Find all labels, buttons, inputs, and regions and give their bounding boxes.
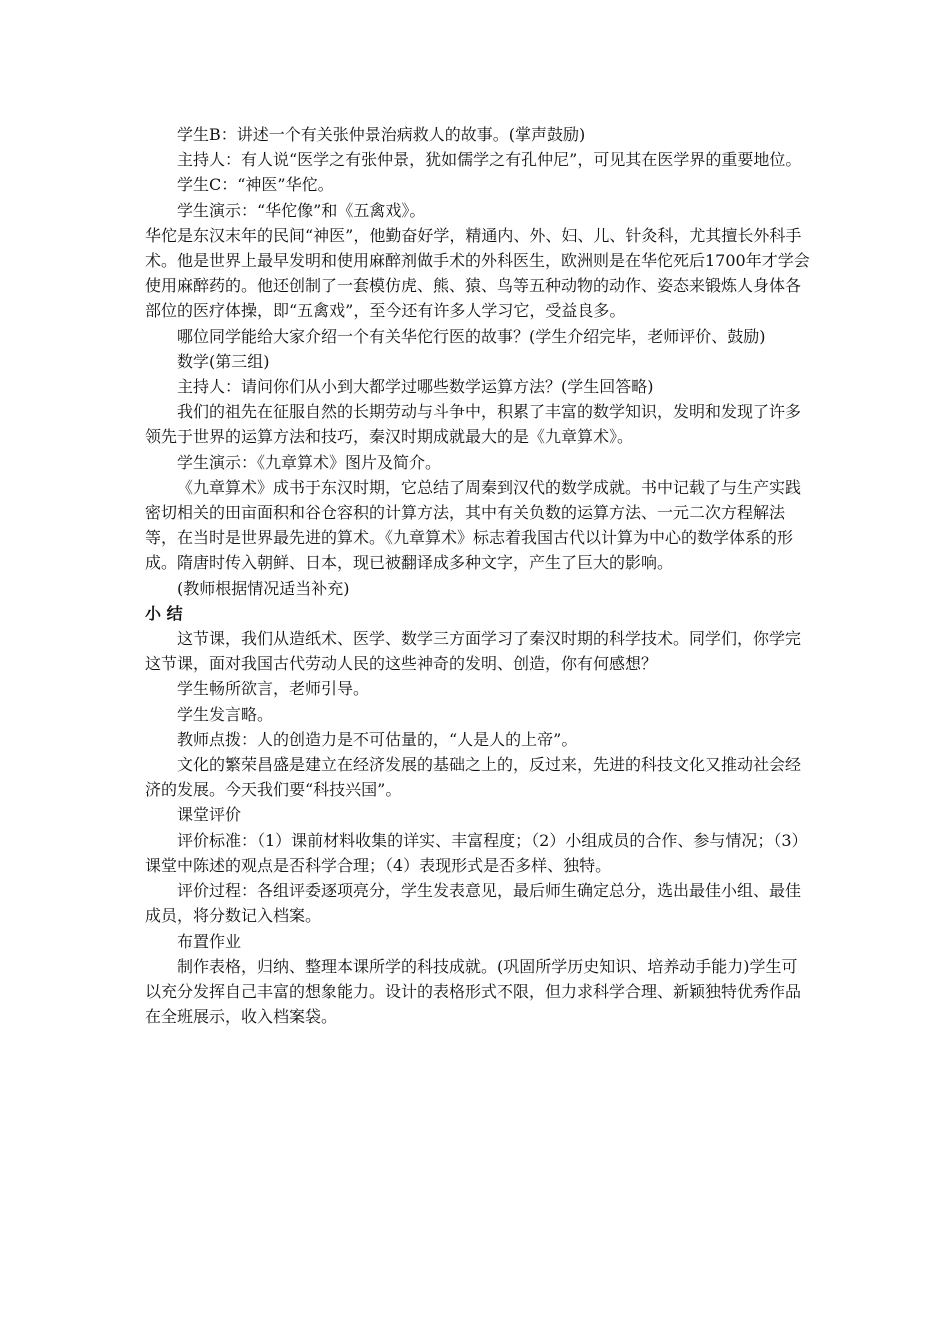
- paragraph-evaluation-process: 评价过程：各组评委逐项亮分，学生发表意见，最后师生确定总分，选出最佳小组、最佳成员，将分数记入档案。: [145, 881, 802, 926]
- paragraph-class-evaluation-title: 课堂评价: [177, 805, 242, 825]
- paragraph-student-c: 学生C：“神医”华佗。: [177, 175, 334, 195]
- paragraph-ancestors-math: 我们的祖先在征服自然的长期劳动与斗争中，积累了丰富的数学知识，发明和发现了许多领先于世界的运算方法和技巧，秦汉时期成就最大的是《九章算术》。: [145, 402, 802, 447]
- paragraph-demo-jiuzhang: 学生演示：《九章算术》图片及简介。: [177, 452, 442, 472]
- paragraph-summary-intro: 这节课，我们从造纸术、医学、数学三方面学习了秦汉时期的科学技术。同学们，你学完这节课，面对我国古代劳动人民的这些神奇的发明、创造，你有何感想？: [145, 629, 802, 674]
- paragraph-host-zhang-zhongjing: 主持人：有人说“医学之有张仲景，犹如儒学之有孔仲尼”，可见其在医学界的重要地位。: [177, 150, 802, 170]
- paragraph-evaluation-criteria: 评价标准：（1）课前材料收集的详实、丰富程度；（2）小组成员的合作、参与情况；（3）课堂中陈述的观点是否科学合理；（4）表现形式是否多样、独特。: [145, 830, 808, 875]
- paragraph-huatuo-story: 哪位同学能给大家介绍一个有关华佗行医的故事？(学生介绍完毕，老师评价、鼓励): [177, 326, 766, 346]
- document-body: [145, 122, 810, 1029]
- paragraph-math-group: 数学(第三组): [177, 351, 270, 371]
- paragraph-culture-economy: 文化的繁荣昌盛是建立在经济发展的基础之上的，反过来，先进的科技文化又推动社会经济的发展。今天我们要“科技兴国”。: [145, 755, 802, 800]
- paragraph-student-b: 学生B：讲述一个有关张仲景治病救人的故事。(掌声鼓励): [177, 125, 586, 144]
- paragraph-host-math: 主持人：请问你们从小到大都学过哪些数学运算方法？(学生回答略): [177, 377, 654, 397]
- paragraph-teacher-guidance: 教师点拨：人的创造力是不可估量的，“人是人的上帝”。: [177, 729, 578, 749]
- paragraph-huatuo-intro: 华佗是东汉末年的民间“神医”，他勤奋好学，精通内、外、妇、儿、针灸科，尤其擅长外科手术。他是世界上最早发明和使用麻醉剂做手术的外科医生，欧洲则是在华佗死后1700年才学会使用麻醉药的。他还创制了一套模仿虎、熊、猿、鸟等五种动物的动作、姿态来锻炼人身体各部位的医疗体操，即“五禽戏”，至今还有许多人学习它，受益良多。: [145, 225, 810, 321]
- paragraph-homework-title: 布置作业: [177, 931, 242, 951]
- paragraph-students-speak: 学生畅所欲言，老师引导。: [177, 679, 370, 699]
- paragraph-demo-huatuo: 学生演示：“华佗像”和《五禽戏》。: [177, 200, 426, 220]
- paragraph-homework-content: 制作表格，归纳、整理本课所学的科技成就。(巩固所学历史知识、培养动手能力)学生可以充分发挥自己丰富的想象能力。设计的表格形式不限，但力求科学合理、新颖独特优秀作品在全班展示，收入档案袋。: [145, 956, 802, 1027]
- paragraph-student-speech: 学生发言略。: [177, 704, 274, 724]
- summary-heading: 小结: [145, 603, 189, 623]
- paragraph-teacher-supplement: (教师根据情况适当补充): [177, 578, 350, 598]
- paragraph-jiuzhang-intro: 《九章算术》成书于东汉时期，它总结了周秦到汉代的数学成就。书中记载了与生产实践密切相关的田亩面积和谷仓容积的计算方法，其中有关负数的运算方法、一元二次方程解法等，在当时是世界最先进的算术。《九章算术》标志着我国古代以计算为中心的数学体系的形成。隋唐时传入朝鲜、日本，现已被翻译成多种文字，产生了巨大的影响。: [145, 477, 802, 573]
